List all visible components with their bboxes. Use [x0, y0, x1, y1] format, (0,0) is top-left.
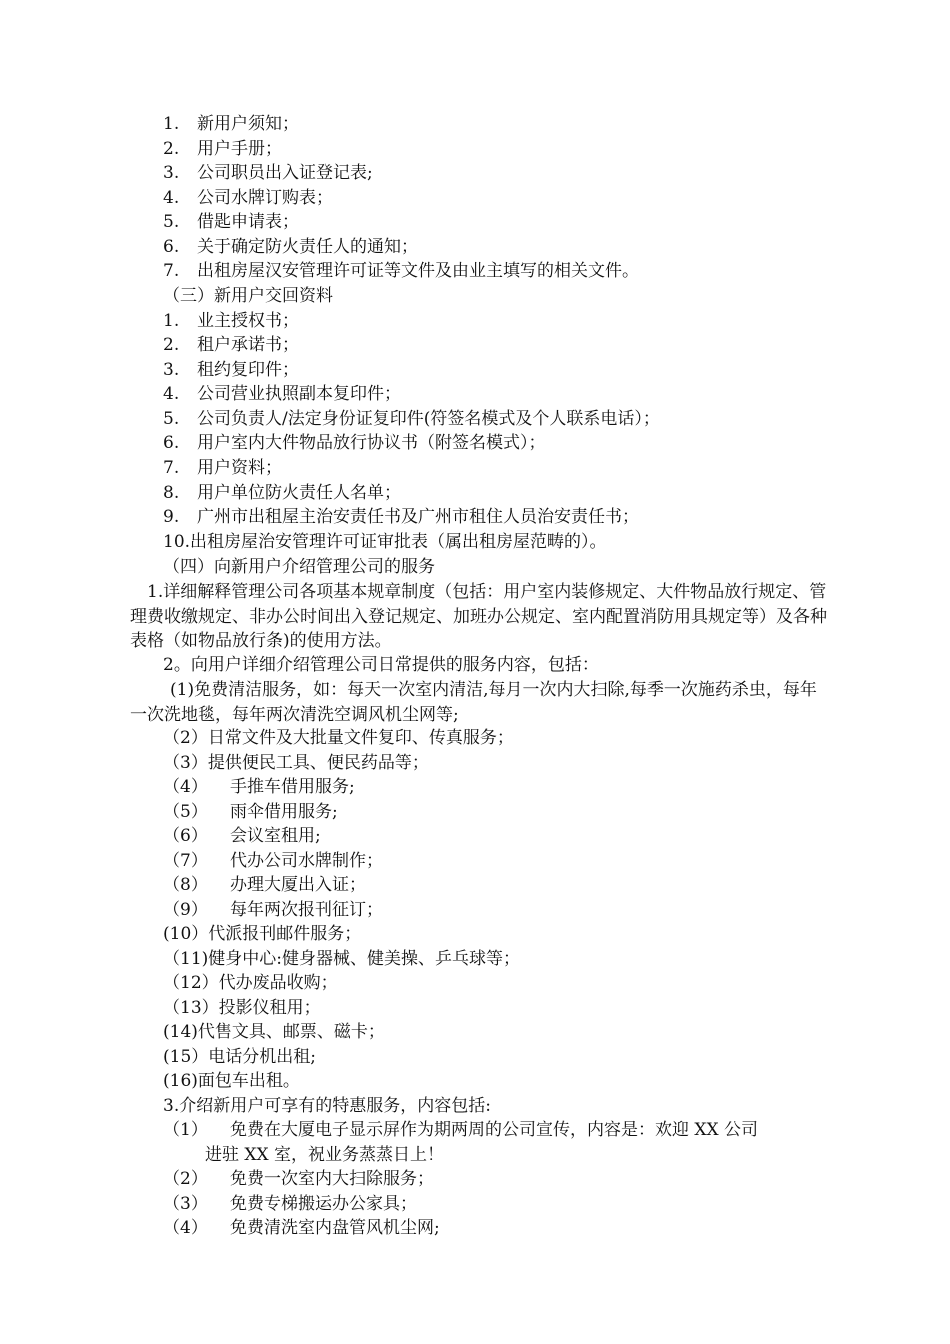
- list-number: 1.: [163, 311, 180, 331]
- service-number: （9）: [163, 900, 208, 920]
- list-item: 用户室内大件物品放行协议书（附签名模式）；: [197, 433, 546, 453]
- paragraph-special-intro: 3.介绍新用户可享有的特惠服务，内容包括:: [163, 1096, 491, 1116]
- special-item: 免费在大厦电子显示屏作为期两周的公司宣传，内容是：欢迎 XX 公司: [230, 1120, 759, 1140]
- list-item: 公司营业执照副本复印件；: [197, 384, 401, 404]
- list-number: 1.: [163, 114, 180, 134]
- special-item: 免费一次室内大扫除服务；: [230, 1169, 434, 1189]
- service-number: （4）: [163, 777, 208, 797]
- section-heading-4: （四）向新用户介绍管理公司的服务: [163, 557, 435, 577]
- list-number: 3.: [163, 163, 180, 183]
- list-number: 7.: [163, 261, 180, 281]
- special-number: （3）: [163, 1194, 208, 1214]
- paragraph-services-intro: 2。向用户详细介绍管理公司日常提供的服务内容，包括：: [163, 655, 599, 675]
- service-item: （2）日常文件及大批量文件复印、传真服务；: [163, 728, 514, 748]
- list-number: 4.: [163, 384, 180, 404]
- list-item: 关于确定防火责任人的通知；: [197, 237, 418, 257]
- service-item: （11)健身中心:健身器械、健美操、乒乓球等；: [163, 949, 520, 969]
- list-number: 2.: [163, 335, 180, 355]
- list-number: 3.: [163, 360, 180, 380]
- list-number: 5.: [163, 409, 180, 429]
- service-number: （8）: [163, 875, 208, 895]
- list-item: 借匙申请表；: [197, 212, 299, 232]
- list-item-10: 10.出租房屋治安管理许可证审批表（属出租房屋范畴的）。: [163, 532, 607, 552]
- special-number: （1）: [163, 1120, 208, 1140]
- list-item: 出租房屋汉安管理许可证等文件及由业主填写的相关文件。: [197, 261, 639, 281]
- service-item: （3）提供便民工具、便民药品等；: [163, 753, 429, 773]
- list-number: 8.: [163, 483, 180, 503]
- service-cleaning: (1)免费清洁服务，如：每天一次室内清洁,每月一次内大扫除,每季一次施药杀虫，每年一次洗地毯，每年两次清洗空调风机尘网等;: [130, 680, 817, 725]
- service-item: （13）投影仪租用；: [163, 998, 321, 1018]
- list-number: 7.: [163, 458, 180, 478]
- list-item: 租户承诺书；: [197, 335, 299, 355]
- service-item: (10）代派报刊邮件服务；: [163, 924, 362, 944]
- list-item: 公司职员出入证登记表;: [197, 163, 373, 183]
- list-item: 公司负责人/法定身份证复印件(符签名模式及个人联系电话）；: [197, 409, 660, 429]
- service-number: （7）: [163, 851, 208, 871]
- service-item: (14)代售文具、邮票、磁卡；: [163, 1022, 385, 1042]
- list-item: 用户资料；: [197, 458, 282, 478]
- list-number: 6.: [163, 237, 180, 257]
- service-item: （12）代办废品收购；: [163, 973, 338, 993]
- service-item: 手推车借用服务;: [230, 777, 355, 797]
- service-number: （6）: [163, 826, 208, 846]
- special-number: （4）: [163, 1218, 208, 1238]
- service-item: (15）电话分机出租;: [163, 1047, 316, 1067]
- list-number: 6.: [163, 433, 180, 453]
- list-item: 租约复印件；: [197, 360, 299, 380]
- service-item: 雨伞借用服务;: [230, 802, 338, 822]
- list-number: 4.: [163, 188, 180, 208]
- list-item: 公司水牌订购表；: [197, 188, 333, 208]
- list-item: 广州市出租屋主治安责任书及广州市租住人员治安责任书；: [197, 507, 639, 527]
- service-item: 每年两次报刊征订；: [230, 900, 383, 920]
- paragraph-rules: 1.详细解释管理公司各项基本规章制度（包括：用户室内装修规定、大件物品放行规定、管理费收缴规定、非办公时间出入登记规定、加班办公规定、室内配置消防用具规定等）及各种表格（如物品放行条)的使用方法。: [130, 582, 827, 651]
- list-number: 9.: [163, 507, 180, 527]
- list-item: 用户手册；: [197, 139, 282, 159]
- special-item: 免费专梯搬运办公家具；: [230, 1194, 417, 1214]
- list-item: 用户单位防火责任人名单；: [197, 483, 401, 503]
- section-heading-3: （三）新用户交回资料: [163, 286, 333, 306]
- list-item: 业主授权书；: [197, 311, 299, 331]
- service-item: (16)面包车出租。: [163, 1071, 300, 1091]
- list-number: 2.: [163, 139, 180, 159]
- special-item-continued: 进驻 XX 室，祝业务蒸蒸日上！: [205, 1145, 445, 1165]
- list-item: 新用户须知；: [197, 114, 299, 134]
- special-item: 免费清洗室内盘管风机尘网;: [230, 1218, 440, 1238]
- special-number: （2）: [163, 1169, 208, 1189]
- service-number: （5）: [163, 802, 208, 822]
- service-item: 会议室租用;: [230, 826, 321, 846]
- service-item: 代办公司水牌制作；: [230, 851, 383, 871]
- service-item: 办理大厦出入证；: [230, 875, 366, 895]
- list-number: 5.: [163, 212, 180, 232]
